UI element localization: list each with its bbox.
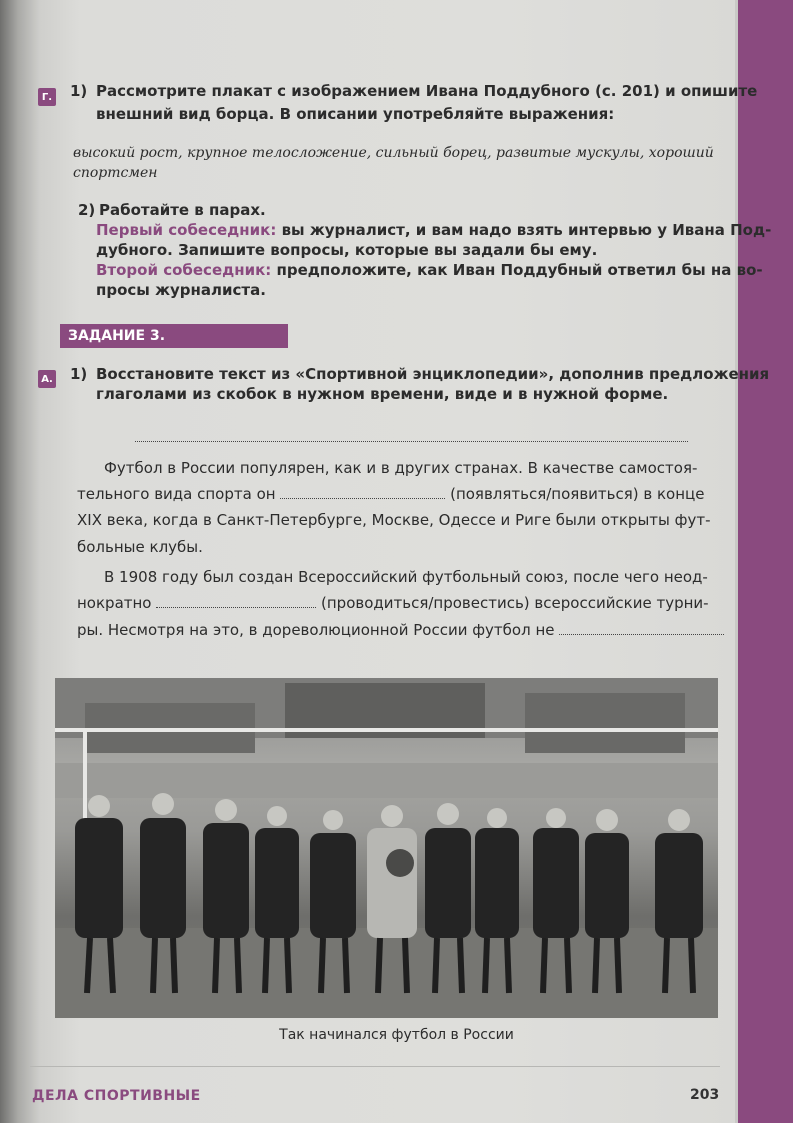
dotted-separator bbox=[135, 441, 688, 442]
team-photo-illustration bbox=[55, 678, 718, 1018]
p1-line2: тельного вида спорта он (появляться/появиться) в конце bbox=[77, 485, 705, 503]
answer-blank-2[interactable] bbox=[156, 595, 316, 608]
first-speaker-line1: Первый собеседник: вы журналист, и вам надо взять интервью у Ивана Под- bbox=[96, 221, 772, 239]
footer-divider bbox=[30, 1066, 720, 1067]
expressions-line1: высокий рост, крупное телосложение, сильный борец, развитые мускулы, хороший bbox=[73, 145, 714, 161]
ex-g-item1-line1: Рассмотрите плакат с изображением Ивана Поддубного (с. 201) и опишите bbox=[96, 82, 758, 100]
task3-item1-num: 1) bbox=[70, 365, 88, 383]
ex-g-item1-num: 1) bbox=[70, 82, 88, 100]
page-number: 203 bbox=[690, 1087, 720, 1103]
task3-item1-line1: Восстановите текст из «Спортивной энциклопедии», дополнив предложения bbox=[96, 365, 770, 383]
exercise-badge-a: А. bbox=[38, 370, 56, 388]
p2-line1: В 1908 году был создан Всероссийский футбольный союз, после чего неод- bbox=[104, 568, 708, 586]
ex-g-item1-line2: внешний вид борца. В описании употребляйте выражения: bbox=[96, 105, 615, 123]
first-speaker-line2: дубного. Запишите вопросы, которые вы задали бы ему. bbox=[96, 241, 598, 259]
photo-caption: Так начинался футбол в России bbox=[279, 1027, 514, 1043]
ex-g-item2-title: Работайте в парах. bbox=[99, 201, 266, 219]
p1-line4: больные клубы. bbox=[77, 538, 203, 556]
second-speaker-label: Второй собеседник: bbox=[96, 261, 272, 279]
task-3-header: ЗАДАНИЕ 3. bbox=[60, 324, 288, 348]
second-speaker-line1: Второй собеседник: предположите, как Иван Поддубный ответил бы на во- bbox=[96, 261, 763, 279]
footer-section-title: ДЕЛА СПОРТИВНЫЕ bbox=[32, 1088, 201, 1104]
expressions-line2: спортсмен bbox=[73, 165, 158, 181]
second-speaker-line2: просы журналиста. bbox=[96, 281, 266, 299]
p2-line3: ры. Несмотря на это, в дореволюционной России футбол не bbox=[77, 619, 724, 642]
task3-item1-line2: глаголами из скобок в нужном времени, виде и в нужной форме. bbox=[96, 385, 669, 403]
football-team-photo bbox=[55, 678, 718, 1018]
p1-line1: Футбол в России популярен, как и в других странах. В качестве самостоя- bbox=[104, 459, 698, 477]
p1-line3: XIX века, когда в Санкт-Петербурге, Москве, Одессе и Риге были открыты фут- bbox=[77, 511, 711, 529]
exercise-badge-g: Г. bbox=[38, 88, 56, 106]
answer-blank-1[interactable] bbox=[280, 486, 445, 499]
first-speaker-label: Первый собеседник: bbox=[96, 221, 277, 239]
ex-g-item2-num: 2) bbox=[78, 201, 96, 219]
purple-side-strip bbox=[738, 0, 793, 1123]
answer-blank-3[interactable] bbox=[559, 622, 724, 635]
p2-line2: нократно (проводиться/провестись) всероссийские турни- bbox=[77, 594, 709, 612]
